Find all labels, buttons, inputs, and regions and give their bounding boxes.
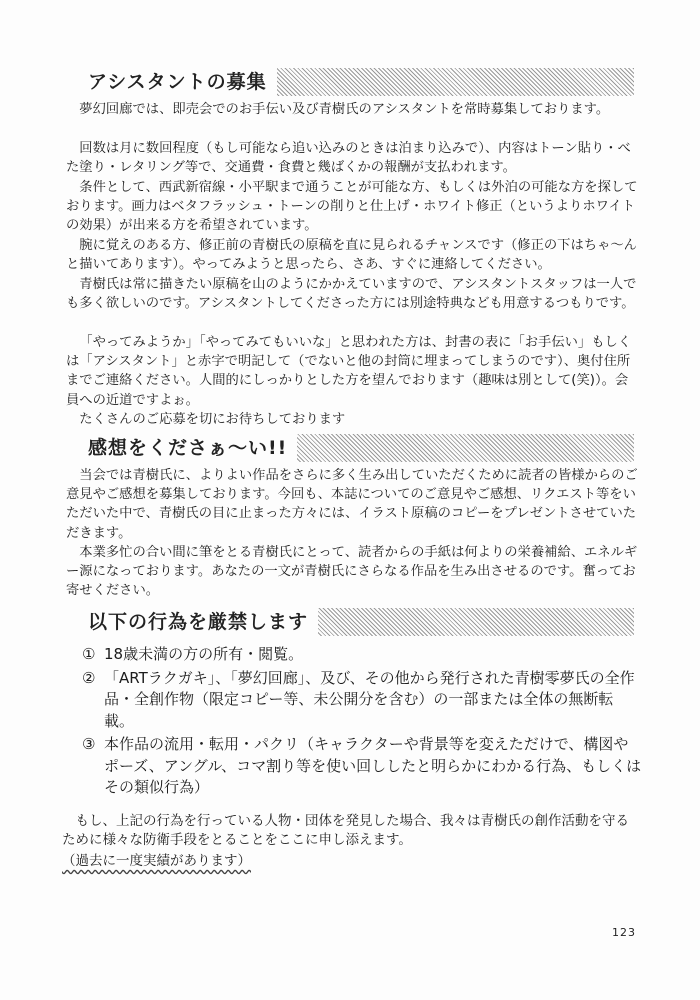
list-item-number: ②	[82, 668, 96, 687]
section-header-assistant	[62, 68, 634, 96]
list-item-number: ③	[82, 735, 96, 753]
paragraph: 夢幻回廊では、即売会でのお手伝い及び青樹氏のアシスタントを常時募集しております。	[79, 102, 610, 117]
section-title: 以下の行為を厳禁します	[62, 608, 318, 636]
list-item	[82, 644, 642, 666]
paragraph: 本業多忙の合い間に筆をとる青樹氏にとって、読者からの手紙は何よりの栄養補給、エネルギー源になっております。あなたの一文が青樹氏にさらなる作品を生み出させるのです。奮ってお寄せください。	[66, 545, 638, 599]
list-item-number: ①	[82, 645, 96, 663]
paragraph: 当会では青樹氏に、よりよい作品をさらに多く生み出していただくために読者の皆様からのご意見やご感想を募集しております。今回も、本誌についてのご意見やご感想、リクエスト等をいただいた中で、青樹氏の目に止まった方々には、イラスト原稿のコピーをプレゼントさせていただきます。	[66, 468, 638, 541]
list-item-text: 18歳未満の方の所有・閲覧。	[104, 645, 304, 663]
section-title: アシスタントの募集	[62, 68, 277, 96]
closing-paragraph: もし、上記の行為を行っている人物・団体を発見した場合、我々は青樹氏の創作活動を守るために様々な防衛手段をとることをここに申し添えます。	[62, 813, 629, 848]
list-item-text: 「ARTラクガキ」、「夢幻回廊」、及び、その他から発行された青樹零夢氏の全作品・全創作物（限定コピー等、未公開分を含む）の一部または全体の無断転載。	[104, 668, 635, 730]
list-item	[82, 668, 642, 733]
section-header-prohibited	[62, 608, 634, 636]
paragraph: たくさんのご応募を切にお待ちしております	[79, 412, 346, 427]
paragraph: 回数は月に数回程度（もし可能なら追い込みのときは泊まり込みで）、内容はトーン貼り・べた塗り・レタリング等で、交通費・食費と幾ばくかの報酬が支払われます。	[66, 141, 631, 176]
list-item	[82, 734, 642, 799]
paragraph: 腕に覚えのある方、修正前の青樹氏の原稿を直に見られるチャンスです（修正の下はちゃ〜んと描いてあります）。やってみようと思ったら、さあ、すぐに連絡してください。	[66, 238, 637, 273]
paragraph: 青樹氏は常に描きたい原稿を山のようにかかえていますので、アシスタントスタッフは一人でも多く欲しいのです。アシスタントしてくださった方には別途特典なども用意するつもりです。	[66, 277, 637, 312]
paragraph: 「やってみようか」「やってみてもいいな」と思われた方は、封書の表に「お手伝い」もしくは「アシスタント」と赤字で明記して（でないと他の封筒に埋まってしまうのです）、奥付住所までご連絡ください。人間的にしっかりとした方を望んでおります（趣味は別として(笑)）。会員への近道ですよぉ。	[66, 335, 632, 408]
prohibited-list	[82, 644, 642, 801]
section-header-impressions	[62, 434, 634, 462]
section-title: 感想をくださぁ〜い!!	[62, 434, 297, 462]
note-text: （過去に一度実績があります）	[62, 853, 251, 869]
page-number: 123	[612, 926, 636, 939]
paragraph: 条件として、西武新宿線・小平駅まで通うことが可能な方、もしくは外泊の可能な方を探しております。画力はベタフラッシュ・トーンの削りと仕上げ・ホワイト修正（というよりホワイトの効果）が出来る方を希望されています。	[66, 180, 638, 234]
list-item-text: 本作品の流用・転用・パクリ（キャラクターや背景等を変えただけで、構図やポーズ、アングル、コマ割り等を使い回ししたと明らかにわかる行為、もしくはその類似行為）	[104, 735, 642, 796]
